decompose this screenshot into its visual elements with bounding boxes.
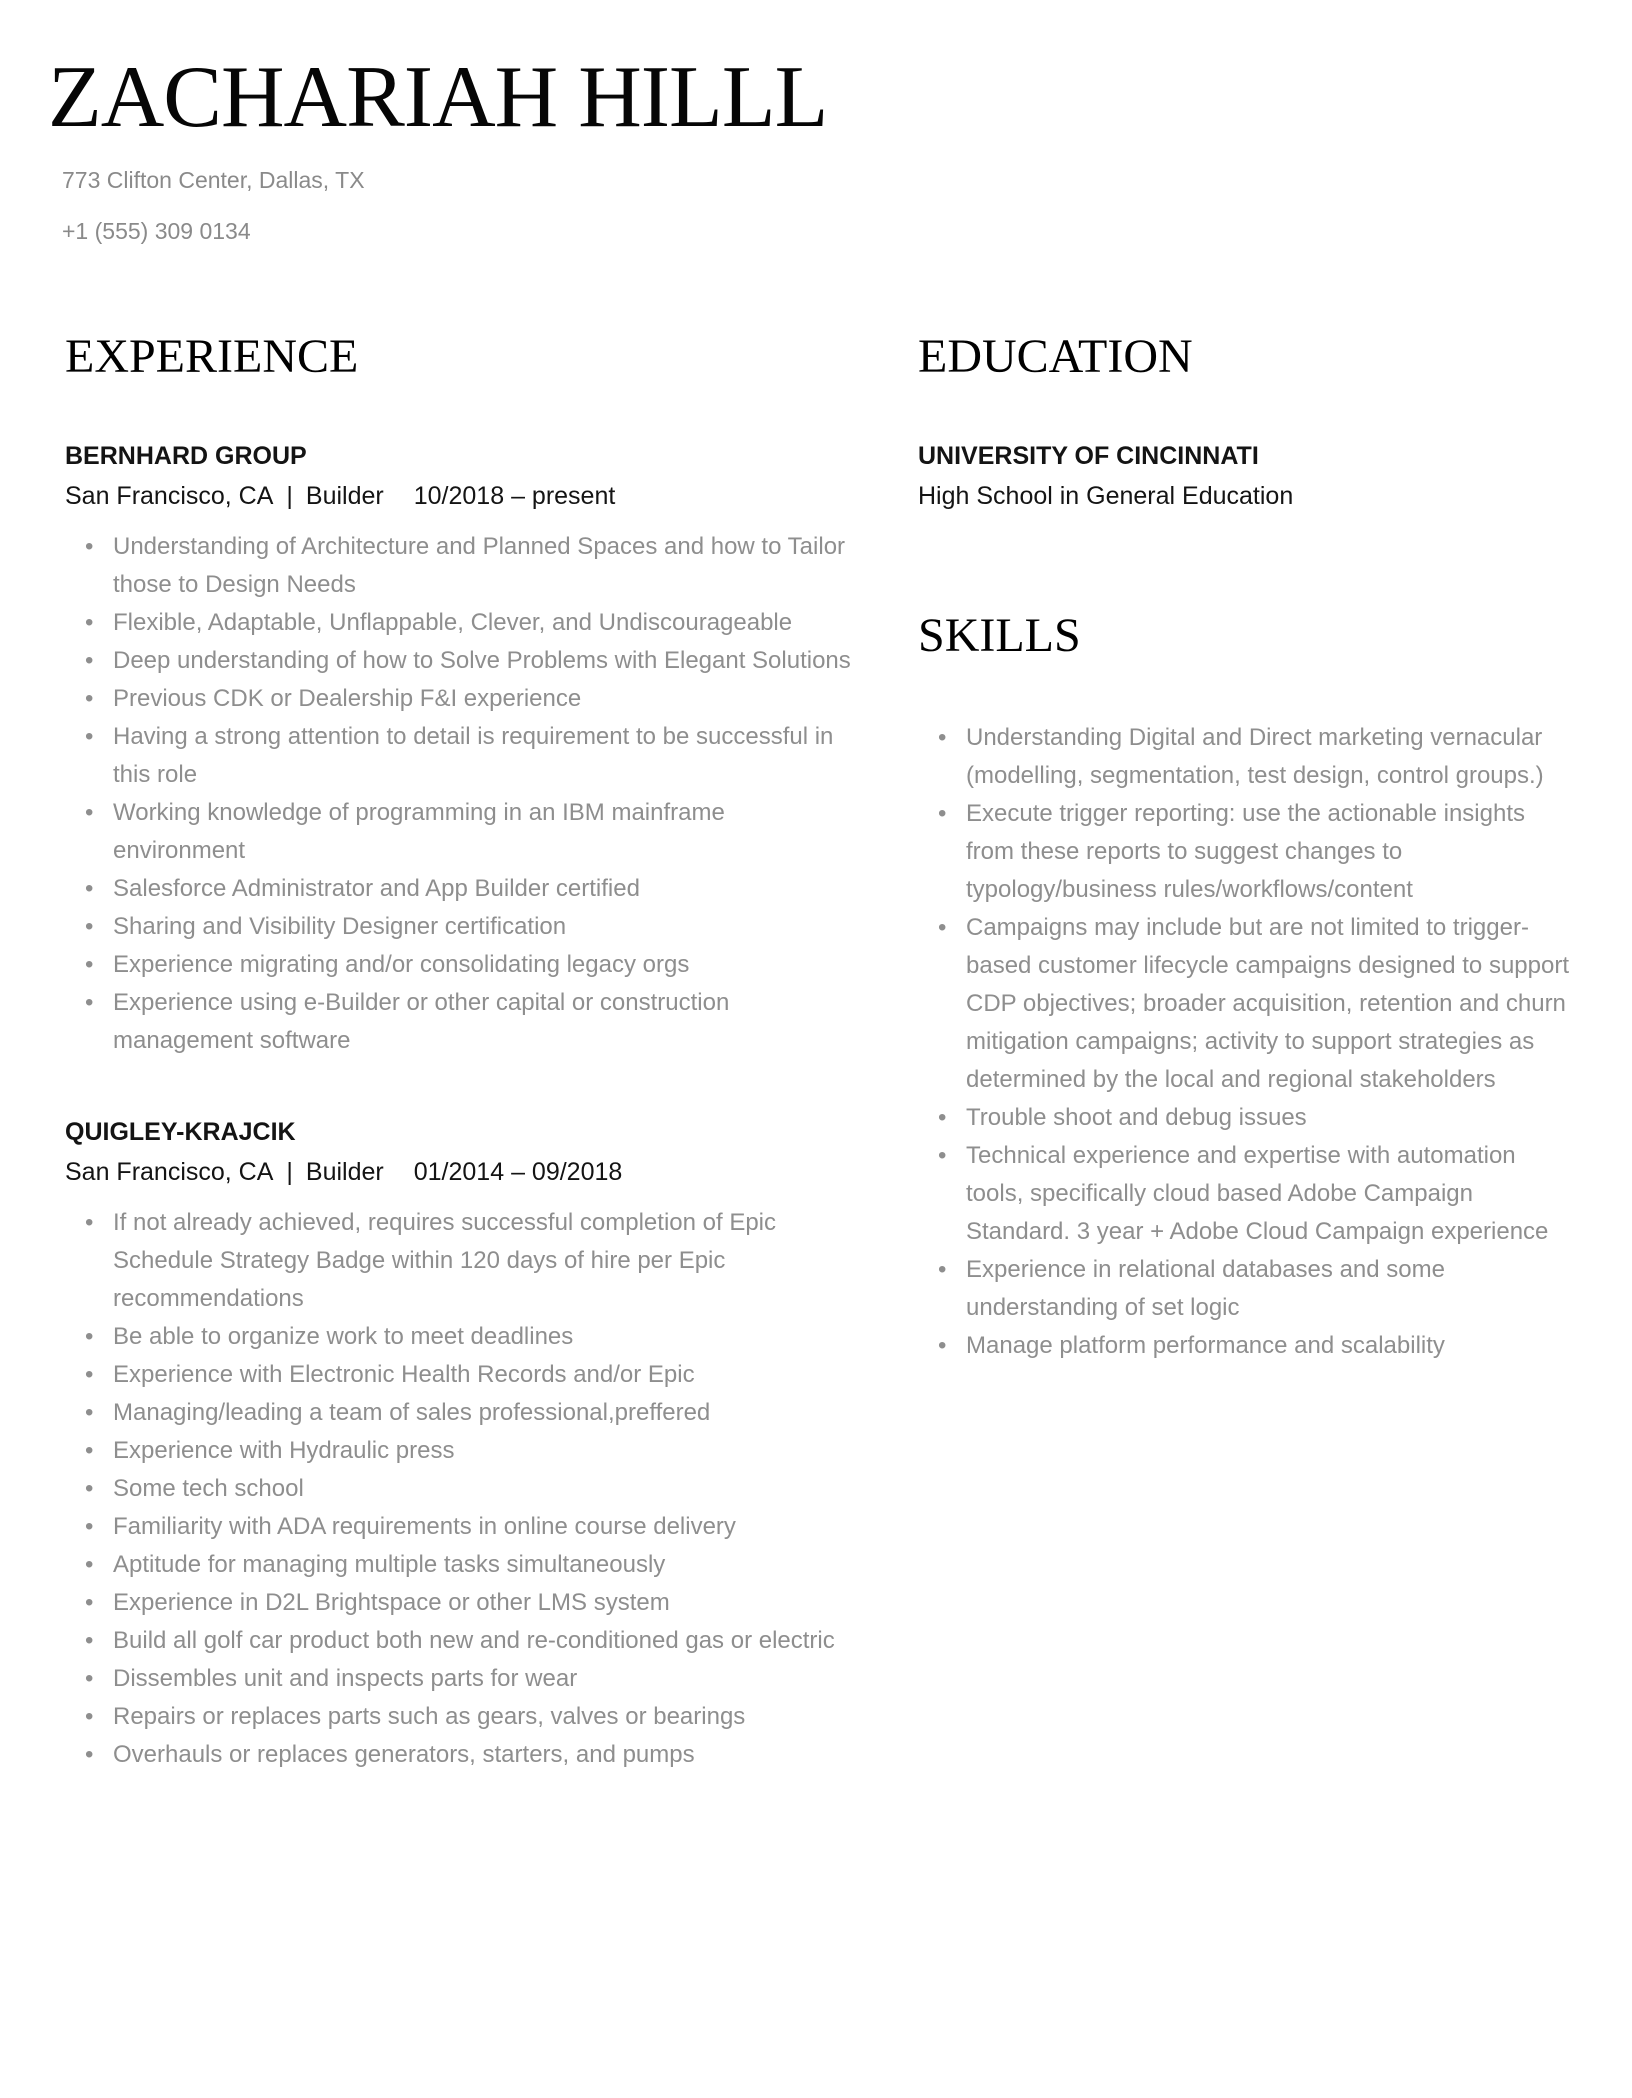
bullet-item: • Managing/leading a team of sales professional,preffered (85, 1394, 860, 1432)
resume-header (0, 0, 1632, 245)
bullet-item: • Build all golf car product both new and re-conditioned gas or electric (85, 1622, 860, 1660)
company-name: QUIGLEY-KRAJCIK (65, 1117, 296, 1146)
bullet-item: • Campaigns may include but are not limited to trigger-based customer lifecycle campaigns designed to support CDP objectives; broader acquisition, retention and churn mitigation campaigns; activity to support strategies as determined by the local and regional stakeholders (938, 909, 1578, 1099)
bullet-item: • Trouble shoot and debug issues (938, 1099, 1578, 1137)
bullet-item: • Experience using e-Builder or other capital or construction management software (85, 984, 860, 1060)
job-bullet-list (65, 1204, 860, 1774)
company-name: BERNHARD GROUP (65, 441, 307, 470)
job-location: San Francisco, CA (65, 1157, 274, 1186)
bullet-item: • Technical experience and expertise with automation tools, specifically cloud based Adobe Campaign Standard. 3 year + Adobe Cloud Campaign experience (938, 1137, 1578, 1251)
right-column (918, 331, 1578, 1365)
job-dates: 01/2014 – 09/2018 (413, 1157, 623, 1186)
bullet-item: • Dissembles unit and inspects parts for wear (85, 1660, 860, 1698)
candidate-name: ZACHARIAH HILLL (48, 49, 828, 146)
contact-phone: +1 (555) 309 0134 (62, 218, 251, 244)
experience-entry (65, 440, 860, 1060)
bullet-item: • Experience migrating and/or consolidating legacy orgs (85, 946, 860, 984)
bullet-item: • Understanding of Architecture and Planned Spaces and how to Tailor those to Design Needs (85, 528, 860, 604)
school-name: UNIVERSITY OF CINCINNATI (918, 441, 1259, 470)
bullet-item: • Some tech school (85, 1470, 860, 1508)
bullet-item: • Understanding Digital and Direct marketing vernacular (modelling, segmentation, test design, control groups.) (938, 719, 1578, 795)
job-meta (65, 480, 860, 512)
bullet-item: • Having a strong attention to detail is requirement to be successful in this role (85, 718, 860, 794)
education-section (918, 331, 1578, 512)
skills-bullet-list (918, 719, 1578, 1365)
bullet-item: • Salesforce Administrator and App Builder certified (85, 870, 860, 908)
bullet-item: • Aptitude for managing multiple tasks simultaneously (85, 1546, 860, 1584)
experience-section-title: EXPERIENCE (65, 330, 359, 383)
bullet-item: • Execute trigger reporting: use the actionable insights from these reports to suggest changes to typology/business rules/workflows/content (938, 795, 1578, 909)
meta-separator: | (286, 1157, 293, 1186)
education-section-title: EDUCATION (918, 330, 1193, 383)
bullet-item: • Sharing and Visibility Designer certification (85, 908, 860, 946)
bullet-item: • Deep understanding of how to Solve Problems with Elegant Solutions (85, 642, 860, 680)
content-columns (0, 331, 1632, 1774)
contact-address: 773 Clifton Center, Dallas, TX (62, 167, 365, 193)
skills-section-title: SKILLS (918, 608, 1081, 662)
degree: High School in General Education (918, 481, 1294, 510)
bullet-item: • Repairs or replaces parts such as gears, valves or bearings (85, 1698, 860, 1736)
bullet-item: • If not already achieved, requires successful completion of Epic Schedule Strategy Badge within 120 days of hire per Epic recommendations (85, 1204, 860, 1318)
meta-separator: | (286, 481, 293, 510)
skills-section (918, 610, 1578, 1365)
bullet-item: • Experience with Electronic Health Records and/or Epic (85, 1356, 860, 1394)
job-role: Builder (305, 1157, 384, 1186)
bullet-item: • Flexible, Adaptable, Unflappable, Clever, and Undiscourageable (85, 604, 860, 642)
bullet-item: • Familiarity with ADA requirements in online course delivery (85, 1508, 860, 1546)
bullet-item: • Previous CDK or Dealership F&I experience (85, 680, 860, 718)
job-location: San Francisco, CA (65, 481, 274, 510)
bullet-item: • Overhauls or replaces generators, starters, and pumps (85, 1736, 860, 1774)
job-meta (65, 1156, 860, 1188)
left-column (65, 331, 860, 1774)
job-dates: 10/2018 – present (413, 481, 616, 510)
bullet-item: • Be able to organize work to meet deadlines (85, 1318, 860, 1356)
job-bullet-list (65, 528, 860, 1060)
experience-entry (65, 1116, 860, 1774)
bullet-item: • Experience in relational databases and some understanding of set logic (938, 1251, 1578, 1327)
bullet-item: • Experience in D2L Brightspace or other LMS system (85, 1584, 860, 1622)
bullet-item: • Manage platform performance and scalability (938, 1327, 1578, 1365)
job-role: Builder (305, 481, 384, 510)
bullet-item: • Working knowledge of programming in an IBM mainframe environment (85, 794, 860, 870)
bullet-item: • Experience with Hydraulic press (85, 1432, 860, 1470)
